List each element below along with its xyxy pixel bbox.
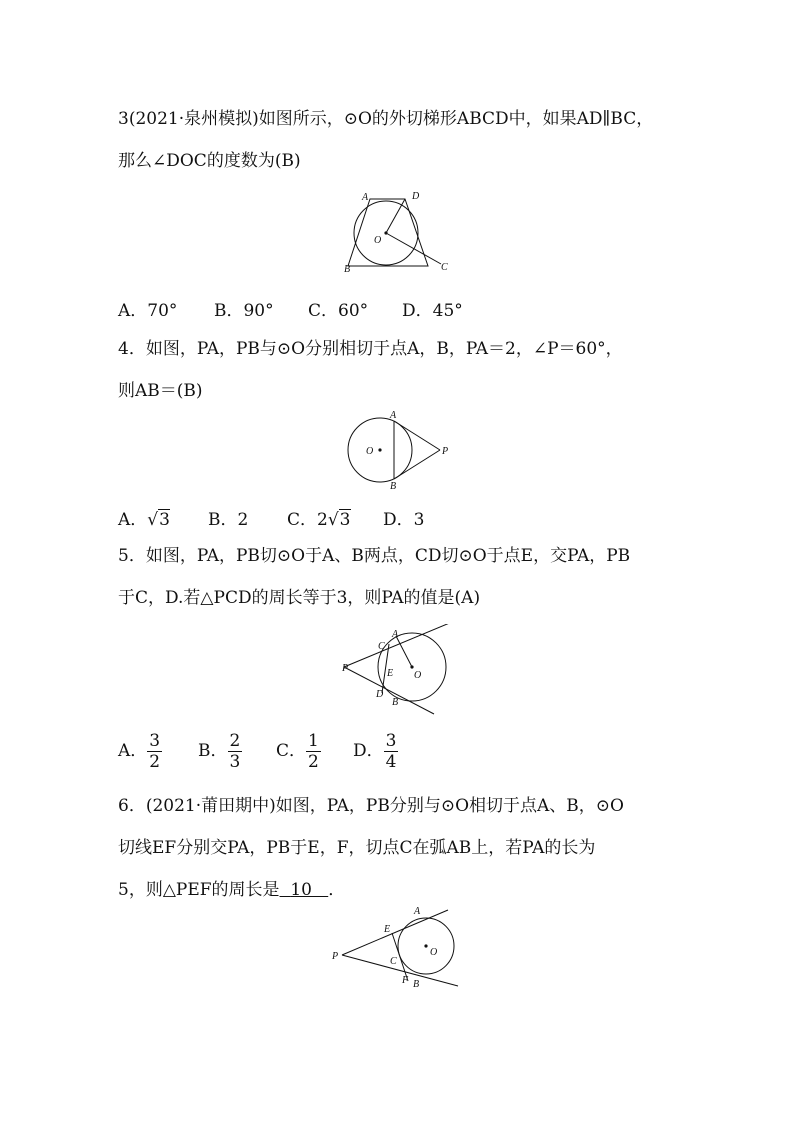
q4-option-a-radicand: 3 — [159, 510, 170, 530]
label-p: P — [442, 446, 449, 457]
label-a: A — [414, 906, 421, 917]
q5-option-b: B． $\frac{2}{3}$ — [198, 731, 241, 772]
q4-text-line2: 则AB＝(B) — [118, 381, 203, 401]
q4-option-c: C．2√3 — [287, 510, 351, 530]
label-a: A — [362, 192, 369, 203]
tangent-pb — [394, 450, 440, 479]
label-a: A — [390, 410, 397, 421]
q6-text-line2: 切线EF分别交PA，PB于E，F，切点C在弧AB上，若PA的长为 — [118, 838, 596, 858]
label-b: B — [392, 697, 399, 708]
label-p: P — [342, 663, 349, 674]
label-p: P — [332, 951, 339, 962]
q4-option-d: D．3 — [383, 510, 425, 530]
q3-option-b: B．90° — [214, 301, 274, 321]
q3-text-line1: 3(2021·泉州模拟)如图所示，⊙O的外切梯形ABCD中，如果AD∥BC， — [118, 109, 654, 129]
q4-text-line1: 4．如图，PA，PB与⊙O分别相切于点A，B，PA＝2，∠P＝60°， — [118, 339, 623, 359]
tangent-pa — [394, 421, 440, 450]
q4-tangent-figure — [338, 408, 456, 492]
q3-text-line2: 那么∠DOC的度数为(B) — [118, 151, 301, 171]
label-o: O — [414, 670, 422, 681]
q6-text-line3: 5，则△PEF的周长是 10 ． — [118, 880, 346, 900]
tangent-pb — [342, 955, 458, 986]
label-e: E — [387, 668, 394, 679]
q6-answer: 10 — [290, 880, 312, 900]
segment-oc — [386, 233, 441, 264]
trapezoid-abcd — [348, 199, 428, 266]
q3-option-d: D．45° — [402, 301, 463, 321]
label-f: F — [402, 975, 409, 986]
q4-option-c-radicand: 3 — [339, 510, 351, 530]
q5-tangent-figure — [338, 624, 454, 716]
label-c: C — [390, 956, 397, 967]
label-b: B — [413, 979, 420, 990]
q5-text-line2: 于C，D.若△PCD的周长等于3，则PA的值是(A) — [118, 588, 481, 608]
segment-od — [386, 199, 405, 233]
label-b: B — [390, 481, 397, 492]
q4-option-b: B．2 — [208, 510, 249, 530]
label-o: O — [366, 446, 374, 457]
q5-option-a: A． $\frac{3}{2}$ — [118, 731, 161, 772]
label-c: C — [378, 641, 385, 652]
q5-text-line1: 5．如图，PA，PB切⊙O于A、B两点，CD切⊙O于点E，交PA，PB — [118, 546, 631, 566]
label-o: O — [374, 235, 382, 246]
q6-text-line1: 6．(2021·莆田期中)如图，PA，PB分别与⊙O相切于点A、B，⊙O — [118, 796, 624, 816]
q3-option-a: A．70° — [118, 301, 178, 321]
q5-option-d: D． $\frac{3}{4}$ — [353, 731, 397, 772]
label-c: C — [441, 262, 448, 273]
q6-tangent-figure — [328, 906, 464, 990]
q5-option-c: C． $\frac{1}{2}$ — [276, 731, 319, 772]
label-d: D — [376, 689, 384, 700]
q3-option-c: C．60° — [308, 301, 369, 321]
q4-option-a: A．√3 — [118, 510, 170, 530]
label-b: B — [344, 264, 351, 274]
center-point-o — [424, 944, 427, 947]
label-e: E — [384, 924, 391, 935]
label-o: O — [430, 947, 438, 958]
center-point-o — [378, 448, 381, 451]
radius-oa — [396, 636, 412, 667]
label-a: A — [392, 629, 399, 640]
q3-trapezoid-figure — [340, 188, 460, 274]
label-d: D — [412, 191, 420, 202]
